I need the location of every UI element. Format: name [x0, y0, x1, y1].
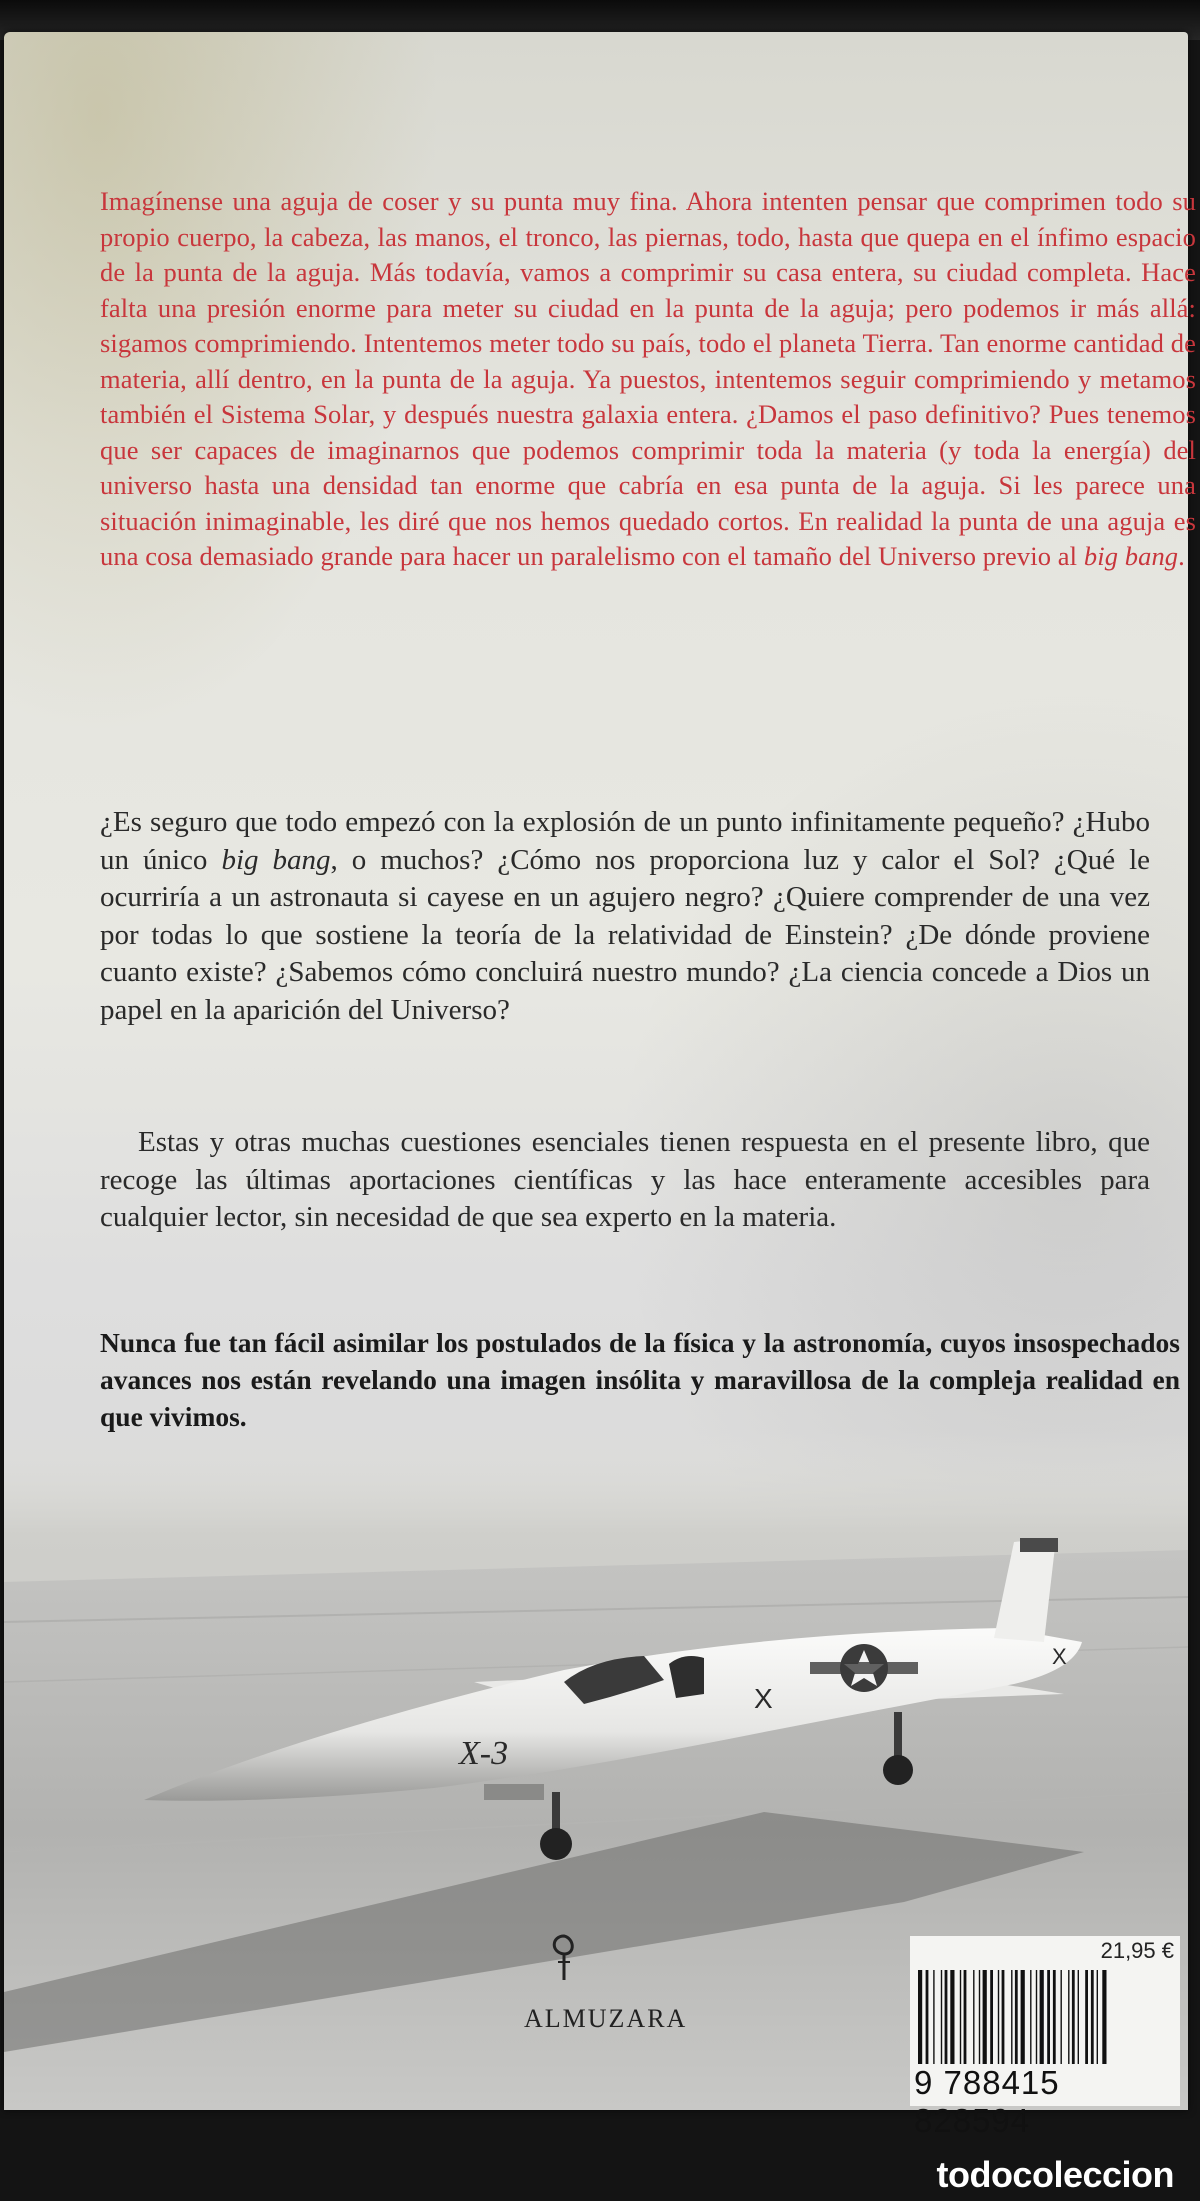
- questions-text: ¿Es seguro que todo empezó con la explosión de un punto infinitamente pequeño? ¿Hubo un único: [100, 806, 1150, 876]
- barcode-bar: [1085, 1970, 1088, 2064]
- questions-text-end: , o muchos? ¿Cómo nos proporciona luz y calor el Sol? ¿Qué le ocurriría a un astronauta si cayese en un agujero negro? ¿Quiere comprender de una vez por todas lo que sostiene la teoría de la relatividad de Einstein? ¿De dónde proviene cuanto existe? ¿Sabemos cómo concluirá nuestro mundo? ¿La ciencia concede a Dios un papel en la aparición del Universo?: [100, 843, 1150, 1026]
- barcode-bar: [1102, 1970, 1106, 2064]
- barcode-bar: [1078, 1970, 1079, 2064]
- barcode-bar: [1091, 1970, 1094, 2064]
- questions-italic-term: big bang: [221, 843, 331, 876]
- barcode-bar: [918, 1970, 922, 2064]
- barcode-bar: [960, 1970, 961, 2064]
- tagline-paragraph: Nunca fue tan fácil asimilar los postulados de la física y la astronomía, cuyos insospechados avances nos están revelando una imagen insólita y maravillosa de la compleja realidad en que vivimos.: [100, 1327, 1180, 1432]
- barcode-bar: [926, 1970, 929, 2064]
- barcode-label: [910, 1936, 1180, 2139]
- barcode-bar: [1011, 1970, 1012, 2064]
- barcode-bar: [941, 1970, 942, 2064]
- barcode-bar: [1021, 1970, 1025, 2064]
- barcode-bar: [983, 1970, 987, 2064]
- barcode-bar: [1072, 1970, 1075, 2064]
- barcode-bar: [998, 1970, 999, 2064]
- excerpt-paragraph: [100, 184, 1196, 575]
- barcode-bar: [1068, 1970, 1069, 2064]
- barcode-bar: [1040, 1970, 1044, 2064]
- barcode-bar: [945, 1970, 948, 2064]
- svg-text:X: X: [1052, 1644, 1067, 1669]
- publisher-logo-icon: [544, 1932, 584, 1982]
- barcode-bar: [1036, 1970, 1037, 2064]
- svg-text:X: X: [754, 1683, 773, 1714]
- barcode-bar: [1061, 1970, 1062, 2064]
- excerpt-italic-term: big bang: [1083, 541, 1179, 571]
- excerpt-text: Imagínense una aguja de coser y su punta muy fina. Ahora intenten pensar que comprimen todo su propio cuerpo, la cabeza, las manos, el tronco, las piernas, todo, hasta que quepa en el ínfimo espacio de la punta de la aguja. Más todavía, vamos a comprimir su casa entera, su ciudad completa. Hace falta una presión enorme para meter su ciudad en la punta de la aguja; pero podemos ir más allá: sigamos comprimiendo. Intentemos meter todo su país, todo el planeta Tierra. Tan enorme cantidad de materia, allí dentro, en la punta de la aguja. Ya puestos, intentemos seguir comprimiendo y metamos también el Sistema Solar, y después nuestra galaxia entera. ¿Damos el paso definitivo? Pues tenemos que ser capaces de imaginarnos que podemos comprimir toda la materia (y toda la energía) del universo hasta una densidad tan enorme que cabría en esa punta de la aguja. Si les parece una situación inimaginable, les diré que nos hemos quedado cortos. En realidad la punta de una aguja es una cosa demasiado grande para hacer un paralelismo con el tamaño del Universo previo al: [100, 186, 1196, 571]
- barcode-bar: [964, 1970, 967, 2064]
- description-paragraph: Estas y otras muchas cuestiones esenciales tienen respuesta en el presente libro, que recoge las últimas aportaciones científicas y las hace enteramente accesibles para cualquier lector, sin necesidad de que sea experto en la materia.: [100, 1126, 1150, 1233]
- barcode-bar: [979, 1970, 980, 2064]
- aircraft-nose-marking: X-3: [459, 1735, 509, 1772]
- barcode-bar: [950, 1970, 954, 2064]
- barcode-bar: [1015, 1970, 1018, 2064]
- barcode-bar: [1047, 1970, 1050, 2064]
- barcode-bar: [1053, 1970, 1056, 2064]
- isbn-number: 9 788415 828594: [914, 2064, 1060, 2139]
- site-watermark: todocoleccion: [936, 2154, 1174, 2195]
- barcode-bar: [973, 1970, 974, 2064]
- barcode-bar: [1030, 1970, 1031, 2064]
- barcode-bar: [1002, 1970, 1005, 2064]
- barcode-bar: [933, 1970, 934, 2064]
- excerpt-text-end: .: [1178, 541, 1185, 571]
- price-label: 21,95 €: [1100, 1938, 1174, 1963]
- book-back-cover: [4, 32, 1196, 2139]
- questions-paragraph: [100, 804, 1150, 1029]
- barcode-bar: [990, 1970, 993, 2064]
- publisher-name: ALMUZARA: [524, 2004, 688, 2033]
- barcode-icon: [918, 1970, 1174, 2064]
- barcode-bar: [1097, 1970, 1098, 2064]
